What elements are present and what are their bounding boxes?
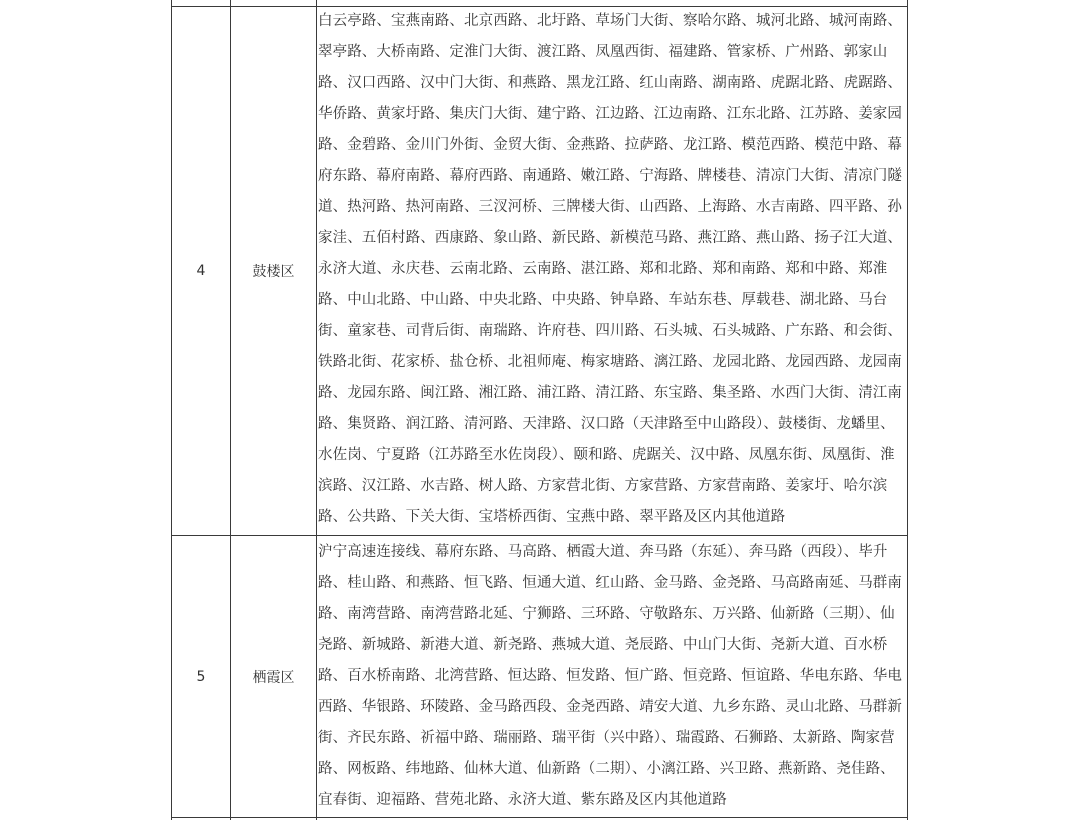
road-list: 沪宁高速连接线、幕府东路、马高路、栖霞大道、奔马路（东延）、奔马路（西段）、毕升路、桂山路、和燕路、恒飞路、恒通大道、红山路、金马路、金尧路、马高路南延、马群南路、南湾营路、南湾营路北延、宁狮路、三环路、守敬路东、万兴路、仙新路（三期）、仙尧路、新城路、新港大道、新尧路、燕城大道、尧辰路、中山门大街、尧新大道、百水桥路、百水桥南路、北湾营路、恒达路、恒发路、恒广路、恒竞路、恒谊路、华电东路、华电西路、华银路、环陵路、金马路西段、金尧西路、靖安大道、九乡东路、灵山北路、马群新街、齐民东路、祈福中路、瑞丽路、瑞平街（兴中路）、瑞霞路、石狮路、太新路、陶家营路、网板路、纬地路、仙林大道、仙新路（二期）、小漓江路、兴卫路、燕新路、尧佳路、宜春街、迎福路、营苑北路、永济大道、紫东路及区内其他道路: [318, 544, 902, 808]
row-index: 5: [196, 668, 206, 685]
district-name: 栖霞区: [252, 669, 295, 686]
road-list: 白云亭路、宝燕南路、北京西路、北圩路、草场门大街、察哈尔路、城河北路、城河南路、翠亭路、大桥南路、定淮门大街、渡江路、凤凰西街、福建路、管家桥、广州路、郭家山路、汉口西路、汉中门大街、和燕路、黑龙江路、红山南路、湖南路、虎踞北路、虎踞路、华侨路、黄家圩路、集庆门大街、建宁路、江边路、江边南路、江东北路、江苏路、姜家园路、金碧路、金川门外街、金贸大街、金燕路、拉萨路、龙江路、模范西路、模范中路、幕府东路、幕府南路、幕府西路、南通路、嫩江路、宁海路、牌楼巷、清凉门大街、清凉门隧道、热河路、热河南路、三汊河桥、三牌楼大街、山西路、上海路、水吉南路、四平路、孙家洼、五佰村路、西康路、象山路、新民路、新模范马路、燕江路、燕山路、扬子江大道、永济大道、永庆巷、云南北路、云南路、湛江路、郑和北路、郑和南路、郑和中路、郑淮路、中山北路、中山路、中央北路、中央路、钟阜路、车站东巷、厚载巷、湖北路、马台街、童家巷、司背后街、南瑞路、许府巷、四川路、石头城、石头城路、广东路、和会街、铁路北街、花家桥、盐仓桥、北祖师庵、梅家塘路、漓江路、龙园北路、龙园西路、龙园南路、龙园东路、闽江路、湘江路、浦江路、清江路、东宝路、集圣路、水西门大街、清江南路、集贤路、润江路、清河路、天津路、汉口路（天津路至中山路段）、鼓楼街、龙蟠里、水佐岗、宁夏路（江苏路至水佐岗段）、颐和路、虎踞关、汉中路、凤凰东街、凤凰街、淮滨路、汉江路、水吉路、树人路、方家营北街、方家营路、方家营南路、姜家圩、哈尔滨路、公共路、下关大街、宝塔桥西街、宝燕中路、翠平路及区内其他道路: [318, 13, 902, 525]
row-index: 4: [196, 263, 206, 279]
district-name: 鼓楼区: [252, 264, 295, 280]
table-row-divider: [171, 817, 908, 818]
table-border-col2: [316, 0, 317, 820]
